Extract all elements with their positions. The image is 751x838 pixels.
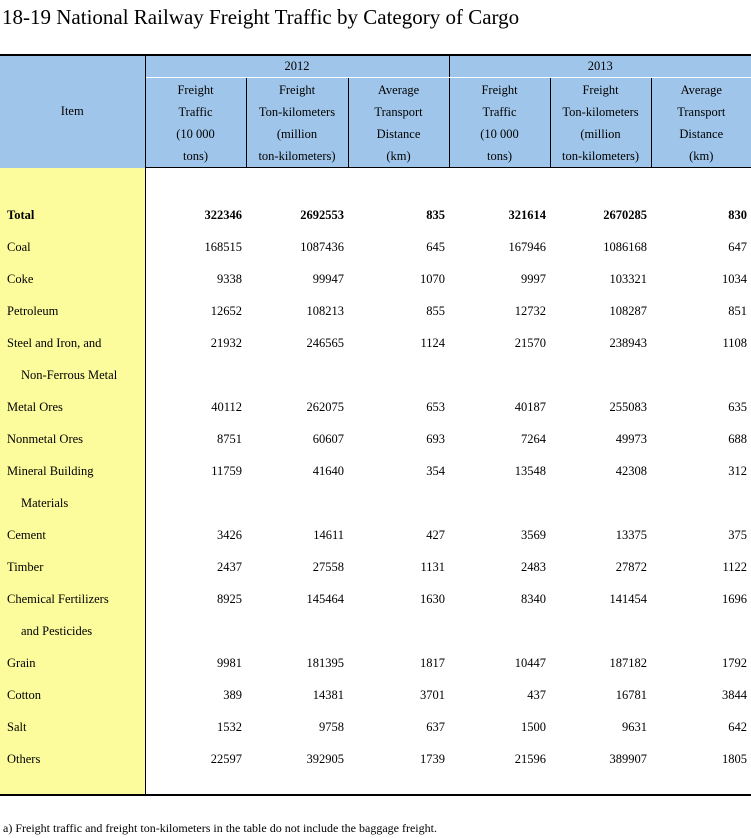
value-cell: 9631	[622, 719, 648, 734]
row-label	[0, 615, 145, 647]
value-cell: 13548	[514, 463, 547, 478]
value-cell: 9758	[319, 719, 344, 734]
value-cell: 40112	[211, 399, 242, 414]
value-cell: 7264	[521, 431, 547, 446]
table-row	[0, 455, 751, 487]
row-label-text: Coke	[7, 271, 34, 286]
value-cell: 1500	[521, 719, 547, 734]
value-cell: 1792	[722, 655, 748, 670]
table-row	[0, 423, 751, 455]
row-label-text: Petroleum	[7, 303, 59, 318]
row-label-text: and Pesticides	[21, 623, 93, 638]
freight-table	[0, 54, 751, 796]
table-row	[0, 679, 751, 711]
value-cell: 2437	[217, 559, 242, 574]
header-line: Distance	[679, 126, 724, 141]
row-label	[0, 423, 145, 455]
value-cell: 3426	[217, 527, 242, 542]
row-label-text: Chemical Fertilizers	[7, 591, 109, 606]
value-cell: 1122	[722, 559, 748, 574]
value-cell: 22597	[210, 751, 242, 766]
header-col-2012-1	[145, 78, 246, 168]
table-row-continuation	[0, 487, 751, 519]
value-cell: 637	[426, 719, 446, 734]
value-cell: 141454	[609, 591, 648, 606]
value-cell: 375	[728, 527, 748, 542]
row-label	[0, 231, 145, 263]
value-cell: 322346	[204, 207, 242, 222]
value-cell: 1805	[722, 751, 748, 766]
row-label	[0, 327, 145, 359]
value-cell: 8925	[217, 591, 242, 606]
value-cell	[246, 615, 348, 647]
row-label-text: Timber	[7, 559, 44, 574]
row-label-text: Total	[7, 207, 35, 222]
value-cell: 1739	[420, 751, 446, 766]
value-cell: 647	[728, 239, 748, 254]
row-label-text: Cement	[7, 527, 46, 542]
value-cell: 41640	[312, 463, 344, 478]
value-cell: 238943	[609, 335, 648, 350]
table-row	[0, 391, 751, 423]
table-row	[0, 519, 751, 551]
table-row	[0, 711, 751, 743]
value-cell: 2670285	[603, 207, 648, 222]
value-cell: 427	[426, 527, 446, 542]
header-year-2012: 2012	[145, 55, 449, 78]
value-cell: 145464	[306, 591, 344, 606]
value-cell: 688	[728, 431, 748, 446]
value-cell: 103321	[609, 271, 648, 286]
row-label	[0, 519, 145, 551]
header-line: (million	[580, 126, 621, 141]
value-cell: 1630	[420, 591, 446, 606]
row-label	[0, 487, 145, 519]
value-cell: 49973	[615, 431, 648, 446]
table-row	[0, 583, 751, 615]
value-cell: 181395	[306, 655, 344, 670]
header-line: Average	[680, 82, 722, 97]
value-cell	[348, 359, 449, 391]
header-col-2012-2	[246, 78, 348, 168]
value-cell: 8751	[217, 431, 242, 446]
value-cell: 1532	[217, 719, 242, 734]
value-cell: 14611	[313, 527, 344, 542]
value-cell	[246, 359, 348, 391]
header-line: ton-kilometers)	[258, 148, 336, 163]
header-col-2012-3	[348, 78, 449, 168]
value-cell: 1124	[420, 335, 446, 350]
table-row	[0, 551, 751, 583]
value-cell	[348, 615, 449, 647]
value-cell: 1108	[722, 335, 748, 350]
spacer-row	[0, 775, 751, 795]
value-cell: 3569	[521, 527, 547, 542]
value-cell: 108213	[306, 303, 344, 318]
value-cell: 9338	[217, 271, 242, 286]
header-col-2013-1	[449, 78, 550, 168]
header-col-2013-2	[550, 78, 651, 168]
table-row-continuation	[0, 359, 751, 391]
value-cell	[550, 359, 651, 391]
row-label-text: Steel and Iron, and	[7, 335, 102, 350]
row-label-text: Materials	[21, 495, 69, 510]
header-line: Distance	[376, 126, 421, 141]
header-line: ton-kilometers)	[561, 148, 640, 163]
row-label-text: Metal Ores	[7, 399, 63, 414]
header-line: Freight	[481, 82, 518, 97]
value-cell	[145, 615, 246, 647]
value-cell: 2483	[521, 559, 547, 574]
header-line: Ton-kilometers	[258, 104, 336, 119]
header-col-2013-3	[651, 78, 751, 168]
value-cell	[145, 487, 246, 519]
value-cell: 392905	[306, 751, 344, 766]
header-line: (10 000	[176, 126, 215, 141]
value-cell: 635	[728, 399, 748, 414]
value-cell: 389	[223, 687, 242, 702]
row-label-text: Cotton	[7, 687, 42, 702]
value-cell: 60607	[312, 431, 344, 446]
row-label	[0, 711, 145, 743]
row-label-text: Non-Ferrous Metal	[21, 367, 118, 382]
table-row	[0, 199, 751, 231]
value-cell	[550, 615, 651, 647]
value-cell: 1131	[420, 559, 446, 574]
row-label	[0, 359, 145, 391]
row-label	[0, 743, 145, 775]
header-line: Transport	[374, 104, 423, 119]
value-cell: 13375	[615, 527, 648, 542]
value-cell: 321614	[508, 207, 547, 222]
value-cell	[449, 615, 550, 647]
value-cell: 835	[426, 207, 446, 222]
value-cell: 27872	[615, 559, 648, 574]
value-cell: 21570	[514, 335, 547, 350]
table-row	[0, 647, 751, 679]
row-label	[0, 583, 145, 615]
header-year-2013: 2013	[449, 55, 751, 78]
header-line: Traffic	[178, 104, 213, 119]
value-cell: 168515	[204, 239, 242, 254]
row-label-text: Grain	[7, 655, 36, 670]
value-cell: 851	[728, 303, 748, 318]
header-line: Ton-kilometers	[562, 104, 639, 119]
value-cell: 12652	[210, 303, 242, 318]
value-cell: 14381	[312, 687, 344, 702]
header-line: (km)	[386, 148, 411, 163]
value-cell: 1087436	[300, 239, 344, 254]
header-line: Traffic	[482, 104, 517, 119]
table-row	[0, 743, 751, 775]
row-label	[0, 679, 145, 711]
footnote: a) Freight traffic and freight ton-kilometers in the table do not include the baggage freight.	[3, 821, 437, 835]
value-cell: 312	[728, 463, 748, 478]
value-cell: 12732	[514, 303, 547, 318]
value-cell: 99947	[312, 271, 344, 286]
header-line: Transport	[677, 104, 726, 119]
header-line: (million	[276, 126, 318, 141]
value-cell: 11759	[211, 463, 242, 478]
value-cell	[449, 359, 550, 391]
value-cell: 354	[426, 463, 446, 478]
value-cell: 246565	[306, 335, 344, 350]
header-line: Freight	[177, 82, 214, 97]
row-label	[0, 647, 145, 679]
row-label-text: Salt	[7, 719, 27, 734]
value-cell: 42308	[615, 463, 648, 478]
value-cell: 437	[527, 687, 547, 702]
row-label	[0, 455, 145, 487]
value-cell: 642	[728, 719, 748, 734]
table-title: 18-19 National Railway Freight Traffic by Category of Cargo	[2, 5, 520, 29]
value-cell	[449, 487, 550, 519]
value-cell	[651, 359, 751, 391]
value-cell: 1034	[722, 271, 748, 286]
value-cell: 262075	[306, 399, 344, 414]
header-line: tons)	[183, 148, 208, 163]
row-label	[0, 295, 145, 327]
header-line: tons)	[487, 148, 513, 163]
value-cell: 167946	[508, 239, 547, 254]
value-cell: 693	[426, 431, 446, 446]
table-row	[0, 263, 751, 295]
header-line: (km)	[689, 148, 714, 163]
row-label-text: Mineral Building	[7, 463, 94, 478]
value-cell: 9997	[521, 271, 547, 286]
value-cell: 855	[426, 303, 446, 318]
row-label	[0, 199, 145, 231]
value-cell: 3701	[420, 687, 446, 702]
value-cell	[246, 487, 348, 519]
value-cell: 40187	[514, 399, 547, 414]
value-cell	[348, 487, 449, 519]
value-cell	[651, 487, 751, 519]
value-cell: 8340	[521, 591, 547, 606]
value-cell	[145, 359, 246, 391]
value-cell: 1086168	[603, 239, 648, 254]
value-cell: 3844	[722, 687, 748, 702]
row-label-text: Others	[7, 751, 41, 766]
value-cell: 1696	[722, 591, 748, 606]
value-cell: 653	[426, 399, 446, 414]
value-cell	[550, 487, 651, 519]
row-label-text: Nonmetal Ores	[7, 431, 84, 446]
table-row	[0, 327, 751, 359]
value-cell: 187182	[609, 655, 648, 670]
value-cell: 830	[728, 207, 748, 222]
value-cell: 27558	[312, 559, 344, 574]
row-label	[0, 263, 145, 295]
row-label-text: Coal	[7, 239, 31, 254]
value-cell: 1070	[420, 271, 446, 286]
table-row	[0, 295, 751, 327]
value-cell	[651, 615, 751, 647]
table-row-continuation	[0, 615, 751, 647]
value-cell: 108287	[609, 303, 648, 318]
value-cell: 9981	[217, 655, 242, 670]
value-cell: 1817	[420, 655, 446, 670]
value-cell: 21596	[514, 751, 547, 766]
row-label	[0, 391, 145, 423]
header-line: Freight	[278, 82, 316, 97]
header-line: Freight	[582, 82, 619, 97]
value-cell: 645	[426, 239, 446, 254]
value-cell: 255083	[609, 399, 648, 414]
header-line: (10 000	[480, 126, 519, 141]
spacer-row	[0, 168, 751, 200]
value-cell: 2692553	[300, 207, 344, 222]
value-cell: 10447	[514, 655, 547, 670]
table-row	[0, 231, 751, 263]
value-cell: 21932	[210, 335, 242, 350]
row-label	[0, 551, 145, 583]
value-cell: 389907	[609, 751, 648, 766]
header-item: Item	[0, 55, 145, 168]
header-line: Average	[377, 82, 420, 97]
value-cell: 16781	[615, 687, 648, 702]
